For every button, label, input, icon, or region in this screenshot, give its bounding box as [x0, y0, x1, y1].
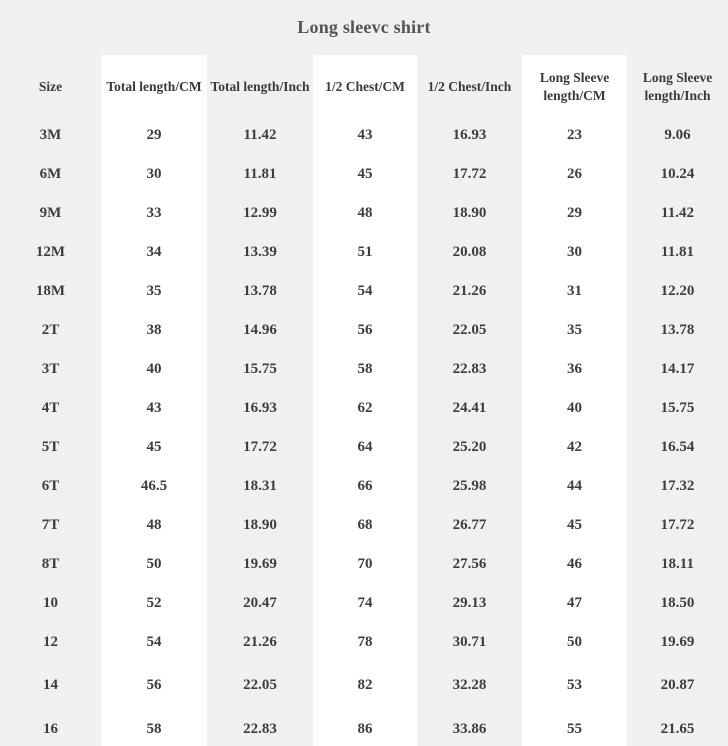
- table-cell: 16: [43, 721, 58, 737]
- table-cell: 48: [357, 205, 373, 221]
- table-cell: 35: [146, 283, 162, 299]
- table-cell: 11.81: [243, 166, 277, 182]
- table-cell: 19.69: [660, 634, 695, 650]
- table-cell: 45: [146, 439, 162, 455]
- column-header-size: Size: [38, 79, 63, 94]
- table-cell: 14.96: [243, 322, 277, 338]
- table-cell: 78: [357, 634, 373, 650]
- table-cell: 12: [43, 634, 58, 650]
- column-half-chest-inch: [417, 55, 522, 746]
- column-total-length-cm: [101, 55, 207, 746]
- table-cell: 12M: [35, 244, 66, 260]
- table-cell: 31: [567, 283, 582, 299]
- column-header-sleeve-length-inch: Long Sleeve length/Inch: [642, 70, 713, 103]
- table-cell: 6M: [39, 166, 62, 182]
- table-cell: 3T: [41, 361, 60, 377]
- table-cell: 44: [567, 478, 582, 494]
- table-cell: 12.99: [243, 205, 277, 221]
- table-cell: 16.93: [452, 127, 487, 143]
- table-cell: 13.78: [660, 322, 695, 338]
- table-cell: 38: [146, 322, 162, 338]
- table-cell: 25.98: [452, 478, 487, 494]
- table-cell: 53: [567, 677, 582, 693]
- table-cell: 8T: [41, 556, 60, 572]
- table-cell: 15.75: [660, 400, 695, 416]
- table-cell: 50: [146, 556, 162, 572]
- table-cell: 40: [567, 400, 582, 416]
- table-cell: 18.90: [243, 517, 277, 533]
- table-cell: 11.42: [661, 205, 694, 221]
- table-cell: 21.26: [452, 283, 487, 299]
- table-cell: 46: [567, 556, 582, 572]
- table-cell: 32.28: [452, 677, 487, 693]
- table-cell: 23: [567, 127, 582, 143]
- table-cell: 18M: [35, 283, 66, 299]
- table-cell: 22.05: [452, 322, 487, 338]
- table-cell: 11.42: [243, 127, 277, 143]
- table-cell: 15.75: [243, 361, 277, 377]
- table-cell: 10.24: [660, 166, 695, 182]
- table-cell: 35: [567, 322, 582, 338]
- table-cell: 20.08: [452, 244, 487, 260]
- column-header-total-length-inch: Total length/Inch: [210, 79, 310, 94]
- table-cell: 54: [357, 283, 373, 299]
- table-cell: 68: [357, 517, 373, 533]
- table-cell: 56: [146, 677, 162, 693]
- table-cell: 66: [357, 478, 373, 494]
- table-cell: 11.81: [661, 244, 694, 260]
- table-cell: 47: [567, 595, 582, 611]
- table-cell: 36: [567, 361, 582, 377]
- table-cell: 3M: [39, 127, 62, 143]
- table-cell: 46.5: [140, 478, 168, 494]
- column-header-sleeve-length-cm: Long Sleeve length/CM: [539, 70, 610, 103]
- table-cell: 2T: [41, 322, 60, 338]
- table-cell: 51: [357, 244, 373, 260]
- column-header-half-chest-cm: 1/2 Chest/CM: [325, 79, 405, 94]
- table-cell: 62: [357, 400, 373, 416]
- table-cell: 16.54: [660, 439, 695, 455]
- table-cell: 43: [357, 127, 373, 143]
- table-cell: 17.32: [660, 478, 695, 494]
- table-cell: 86: [357, 721, 373, 737]
- table-cell: 74: [357, 595, 373, 611]
- table-cell: 26: [567, 166, 582, 182]
- column-sleeve-length-inch: [627, 55, 728, 746]
- table-cell: 48: [146, 517, 162, 533]
- table-cell: 18.90: [452, 205, 487, 221]
- table-cell: 33: [146, 205, 162, 221]
- table-cell: 64: [357, 439, 373, 455]
- table-cell: 58: [146, 721, 162, 737]
- table-cell: 14.17: [660, 361, 695, 377]
- table-cell: 19.69: [243, 556, 277, 572]
- table-cell: 17.72: [660, 517, 695, 533]
- table-cell: 17.72: [243, 439, 277, 455]
- table-cell: 20.47: [243, 595, 277, 611]
- table-cell: 9M: [39, 205, 62, 221]
- table-cell: 55: [567, 721, 582, 737]
- table-cell: 29.13: [452, 595, 487, 611]
- table-cell: 21.26: [243, 634, 277, 650]
- table-cell: 18.11: [661, 556, 694, 572]
- table-cell: 58: [357, 361, 373, 377]
- table-cell: 4T: [41, 400, 60, 416]
- table-cell: 17.72: [452, 166, 487, 182]
- table-cell: 40: [146, 361, 162, 377]
- table-cell: 12.20: [660, 283, 695, 299]
- table-cell: 29: [567, 205, 582, 221]
- table-cell: 56: [357, 322, 373, 338]
- table-cell: 30: [146, 166, 162, 182]
- table-cell: 20.87: [660, 677, 695, 693]
- table-cell: 34: [146, 244, 162, 260]
- table-cell: 70: [357, 556, 373, 572]
- table-cell: 27.56: [452, 556, 487, 572]
- table-cell: 22.83: [243, 721, 277, 737]
- table-cell: 43: [146, 400, 162, 416]
- table-cell: 82: [357, 677, 373, 693]
- table-cell: 29: [146, 127, 162, 143]
- column-sleeve-length-cm: [522, 55, 627, 746]
- column-size: [0, 55, 101, 746]
- table-cell: 22.83: [452, 361, 487, 377]
- table-cell: 16.93: [243, 400, 277, 416]
- table-cell: 30.71: [452, 634, 487, 650]
- table-cell: 30: [567, 244, 582, 260]
- column-half-chest-cm: [313, 55, 417, 746]
- table-cell: 13.78: [243, 283, 277, 299]
- table-cell: 42: [567, 439, 582, 455]
- table-cell: 50: [567, 634, 582, 650]
- column-header-half-chest-inch: 1/2 Chest/Inch: [427, 79, 512, 94]
- table-cell: 25.20: [452, 439, 487, 455]
- table-title: Long sleevc shirt: [297, 17, 431, 37]
- table-cell: 14: [43, 677, 58, 693]
- table-cell: 52: [146, 595, 162, 611]
- table-cell: 45: [567, 517, 582, 533]
- table-cell: 26.77: [452, 517, 487, 533]
- table-cell: 24.41: [452, 400, 487, 416]
- table-cell: 9.06: [664, 127, 691, 143]
- table-cell: 45: [357, 166, 373, 182]
- table-cell: 6T: [41, 478, 60, 494]
- column-total-length-inch: [207, 55, 313, 746]
- table-cell: 18.31: [243, 478, 277, 494]
- table-cell: 13.39: [243, 244, 277, 260]
- column-header-total-length-cm: Total length/CM: [106, 79, 202, 94]
- table-cell: 22.05: [243, 677, 277, 693]
- table-cell: 10: [43, 595, 58, 611]
- table-cell: 18.50: [660, 595, 695, 611]
- table-cell: 5T: [41, 439, 60, 455]
- table-cell: 33.86: [452, 721, 487, 737]
- table-cell: 7T: [41, 517, 60, 533]
- table-cell: 54: [146, 634, 162, 650]
- table-cell: 21.65: [660, 721, 695, 737]
